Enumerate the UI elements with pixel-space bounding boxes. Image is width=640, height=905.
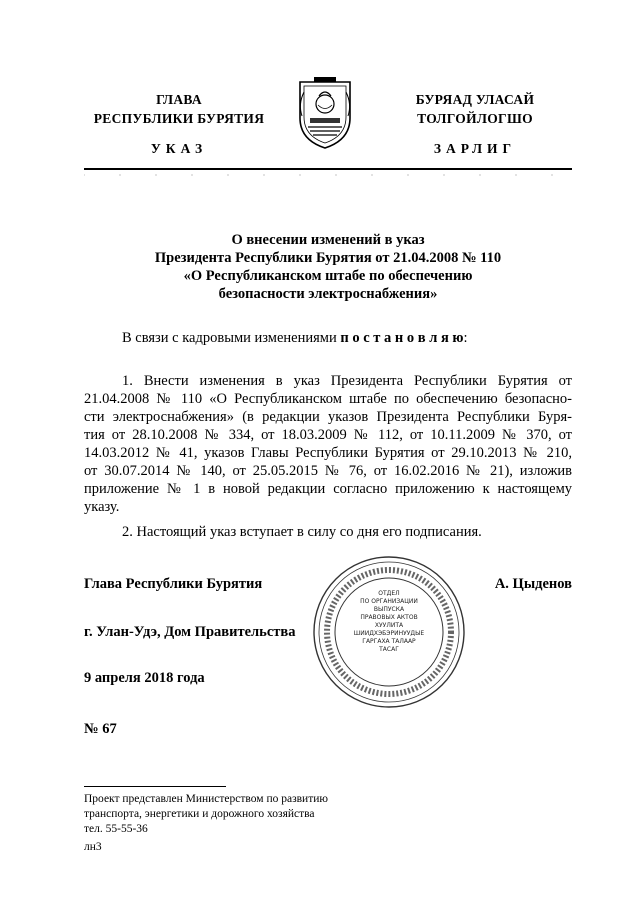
clause-1-line: 14.03.2012 № 41, указов Главы Республики Бурятия от 29.10.2013 № 210,	[84, 445, 572, 461]
seal-line: ШИИДХЭБЭРИНУУДЫЕ	[353, 630, 425, 637]
seal-line: ТАСАГ	[379, 646, 399, 653]
decree-number: № 67	[84, 721, 117, 737]
header-rule	[84, 168, 572, 170]
seal-line: ПО ОРГАНИЗАЦИИ	[360, 598, 418, 605]
intro-colon: :	[463, 330, 468, 346]
signing-date: 9 апреля 2018 года	[84, 670, 205, 686]
intro-text: В связи с кадровыми изменениями	[122, 330, 341, 346]
clause-1-line: указу.	[84, 499, 120, 515]
clause-1-line: от 30.07.2014 № 140, от 25.05.2015 № 76, от 16.02.2016 № 21), изложив	[84, 463, 572, 479]
seal-line: ВЫПУСКА	[373, 606, 405, 613]
seal-line: ГАРГАХА ТАЛААР	[362, 638, 416, 645]
header-left-line1: ГЛАВА	[156, 92, 202, 107]
official-seal-stamp	[311, 554, 467, 710]
header-dotted-rule	[84, 172, 572, 178]
header-left-line2: РЕСПУБЛИКИ БУРЯТИЯ	[93, 111, 265, 126]
header-right-title	[378, 90, 572, 128]
seal-line: ПРАВОВЫХ АКТОВ	[360, 614, 418, 621]
clause-1-line: приложение № 1 в новой редакции согласно приложению к настоящему	[84, 481, 572, 497]
clause-1-line: сти электроснабжения» (в редакции указов Президента Республики Буря-	[84, 409, 572, 425]
signatory-name: А. Цыденов	[494, 576, 572, 592]
header-right-doc-type: ЗАРЛИГ	[433, 141, 517, 156]
clause-1-line: 21.04.2008 № 110 «О Республиканском штабе по обеспечению безопасно-	[84, 391, 572, 407]
footer-line2: транспорта, энергетики и дорожного хозяйства	[84, 808, 315, 820]
header-left-title	[84, 90, 274, 128]
intro-paragraph	[122, 329, 572, 347]
footer-line1: Проект представлен Министерством по развитию	[84, 793, 328, 805]
title-line1: О внесении изменений в указ	[231, 232, 425, 248]
header-right-line1: БУРЯАД УЛАСАЙ	[415, 92, 535, 107]
document-title	[84, 231, 572, 303]
footer-rule	[84, 786, 226, 787]
header-left-doc-type: УКАЗ	[150, 141, 208, 156]
title-line3: «О Республиканском штабе по обеспечению	[183, 268, 473, 284]
clause-1-line: 1. Внести изменения в указ Президента Республики Бурятия от	[122, 373, 572, 389]
clause-2: 2. Настоящий указ вступает в силу со дня его подписания.	[122, 524, 482, 540]
header-right-line2: ТОЛГОЙЛОГШО	[417, 111, 533, 126]
footer-initials: лн3	[84, 841, 102, 853]
seal-line: ОТДЕЛ	[378, 590, 400, 597]
seal-text	[339, 590, 439, 654]
footer-phone: тел. 55-55-36	[84, 823, 148, 835]
footer-note	[84, 792, 328, 837]
title-line2: Президента Республики Бурятия от 21.04.2008 № 110	[154, 250, 502, 266]
clause-1-line: тия от 28.10.2008 № 334, от 18.03.2009 № 112, от 10.11.2009 № 370, от	[84, 427, 572, 443]
intro-emphasis: п о с т а н о в л я ю	[340, 330, 464, 346]
clause-1	[84, 372, 572, 516]
coat-of-arms-emblem	[294, 74, 356, 152]
signatory-position: Глава Республики Бурятия	[84, 576, 263, 592]
title-line4: безопасности электроснабжения»	[218, 286, 438, 302]
seal-line: ХУУЛИТА	[374, 622, 404, 629]
signing-place: г. Улан-Удэ, Дом Правительства	[84, 624, 296, 640]
